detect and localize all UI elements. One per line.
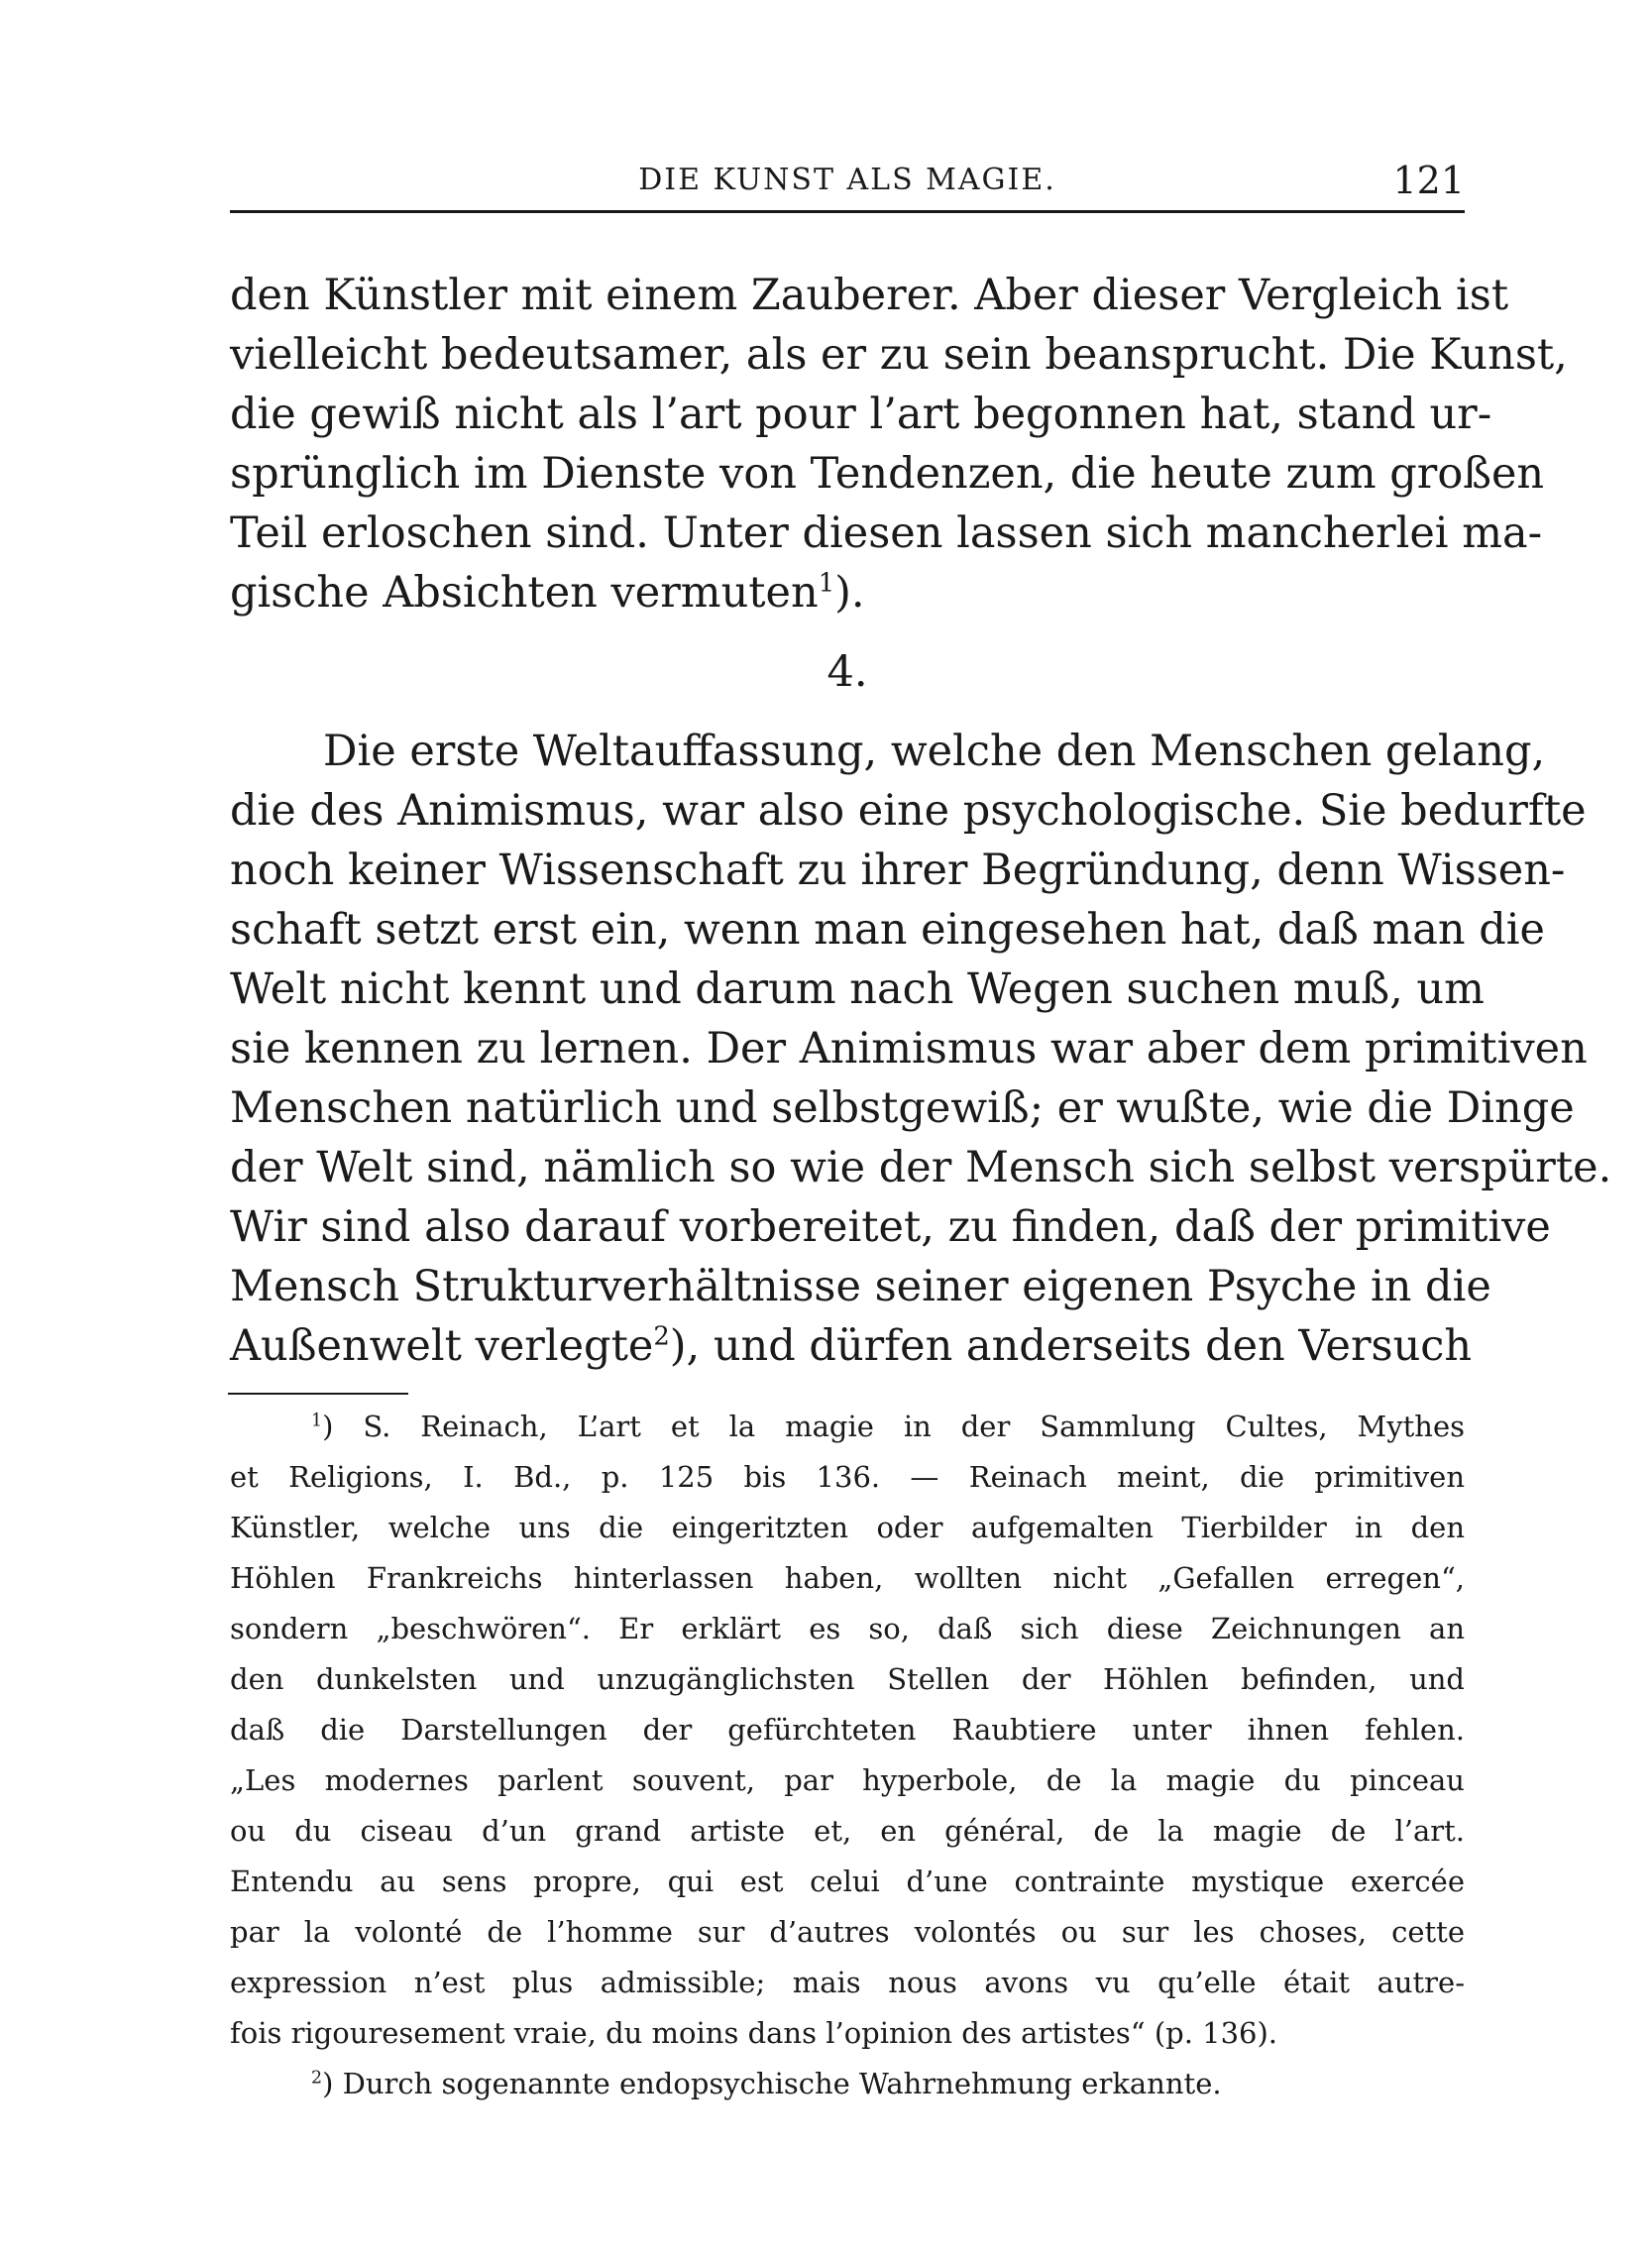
footnote-line: Höhlen Frankreichs hinterlassen haben, wollten nicht „Gefallen erregen“, bbox=[230, 1561, 1465, 1595]
body-text bbox=[230, 266, 1612, 1376]
page-header bbox=[230, 159, 1465, 208]
footnote-line: sondern „beschwören“. Er erklärt es so, daß sich diese Zeichnungen an bbox=[230, 1612, 1465, 1645]
footnote-line: den dunkelsten und unzugänglichsten Stellen der Höhlen befinden, und bbox=[230, 1662, 1465, 1696]
text-line bbox=[230, 563, 1465, 622]
footnote-line: daß die Darstellungen der gefürchteten Raubtiere unter ihnen fehlen. bbox=[230, 1713, 1465, 1747]
footnote-line: ou du ciseau d’un grand artiste et, en général, de la magie de l’art. bbox=[230, 1814, 1465, 1848]
text-line: vielleicht bedeutsamer, als er zu sein beansprucht. Die Kunst, bbox=[230, 330, 1568, 380]
text-fragment: Außenwelt verlegte bbox=[230, 1321, 654, 1371]
text-fragment: ) S. Reinach, L’art et la magie in der Sammlung Cultes, Mythes bbox=[322, 1410, 1465, 1443]
text-line: Wir sind also darauf vorbereitet, zu finden, daß der primitive bbox=[230, 1202, 1551, 1252]
footnote-marker: 2 bbox=[311, 2068, 323, 2089]
text-fragment: ), und dürfen anderseits den Versuch bbox=[669, 1321, 1473, 1371]
footnote-reference: 2 bbox=[653, 1321, 670, 1352]
text-line: sprünglich im Dienste von Tendenzen, die heute zum großen bbox=[230, 449, 1545, 499]
running-title: DIE KUNST ALS MAGIE. bbox=[638, 163, 1056, 197]
footnote-line: fois rigouresement vraie, du moins dans l’opinion des artistes“ (p. 136). bbox=[230, 2016, 1278, 2050]
text-line: Welt nicht kennt und darum nach Wegen suchen muß, um bbox=[230, 964, 1485, 1014]
footnote-line: Künstler, welche uns die eingeritzten oder aufgemalten Tierbilder in den bbox=[230, 1511, 1465, 1544]
footnote-line bbox=[230, 1402, 1465, 1452]
footnote-line: par la volonté de l’homme sur d’autres volontés ou sur les choses, cette bbox=[230, 1915, 1465, 1949]
footnote-marker: 1 bbox=[311, 1411, 323, 1431]
text-line: Die erste Weltauffassung, welche den Menschen gelang, bbox=[323, 727, 1546, 776]
text-line: sie kennen zu lernen. Der Animismus war aber dem primitiven bbox=[230, 1024, 1588, 1074]
text-line: Mensch Strukturverhältnisse seiner eigenen Psyche in die bbox=[230, 1262, 1491, 1311]
text-fragment: gische Absichten vermuten bbox=[230, 568, 819, 618]
header-rule bbox=[230, 210, 1465, 213]
text-line: die des Animismus, war also eine psychologische. Sie bedurfte bbox=[230, 786, 1587, 836]
text-line: den Künstler mit einem Zauberer. Aber dieser Vergleich ist bbox=[230, 271, 1509, 320]
text-line: Teil erloschen sind. Unter diesen lassen sich mancherlei ma- bbox=[230, 509, 1543, 558]
text-line: schaft setzt erst ein, wenn man eingesehen hat, daß man die bbox=[230, 905, 1545, 955]
footnote-reference: 1 bbox=[818, 568, 835, 599]
footnote-line: et Religions, I. Bd., p. 125 bis 136. — Reinach meint, die primitiven bbox=[230, 1460, 1465, 1494]
text-line: Menschen natürlich und selbstgewiß; er wußte, wie die Dinge bbox=[230, 1083, 1575, 1133]
text-line: der Welt sind, nämlich so wie der Mensch sich selbst verspürte. bbox=[230, 1143, 1612, 1192]
section-number: 4. bbox=[826, 647, 868, 697]
footnotes bbox=[230, 1402, 1465, 2109]
footnote-rule bbox=[228, 1393, 408, 1395]
footnote-line bbox=[230, 2059, 1465, 2109]
text-line bbox=[230, 1316, 1473, 1376]
page-number: 121 bbox=[1392, 159, 1465, 202]
footnote-line: expression n’est plus admissible; mais nous avons vu qu’elle était autre- bbox=[230, 1966, 1465, 1999]
footnote-line: Entendu au sens propre, qui est celui d’une contrainte mystique exercée bbox=[230, 1865, 1465, 1898]
text-line: noch keiner Wissenschaft zu ihrer Begründung, denn Wissen- bbox=[230, 846, 1566, 895]
text-line: die gewiß nicht als l’art pour l’art begonnen hat, stand ur- bbox=[230, 390, 1492, 439]
footnote-line: „Les modernes parlent souvent, par hyperbole, de la magie du pinceau bbox=[230, 1763, 1465, 1797]
text-fragment: ). bbox=[834, 568, 865, 618]
text-fragment: ) Durch sogenannte endopsychische Wahrnehmung erkannte. bbox=[322, 2067, 1222, 2100]
